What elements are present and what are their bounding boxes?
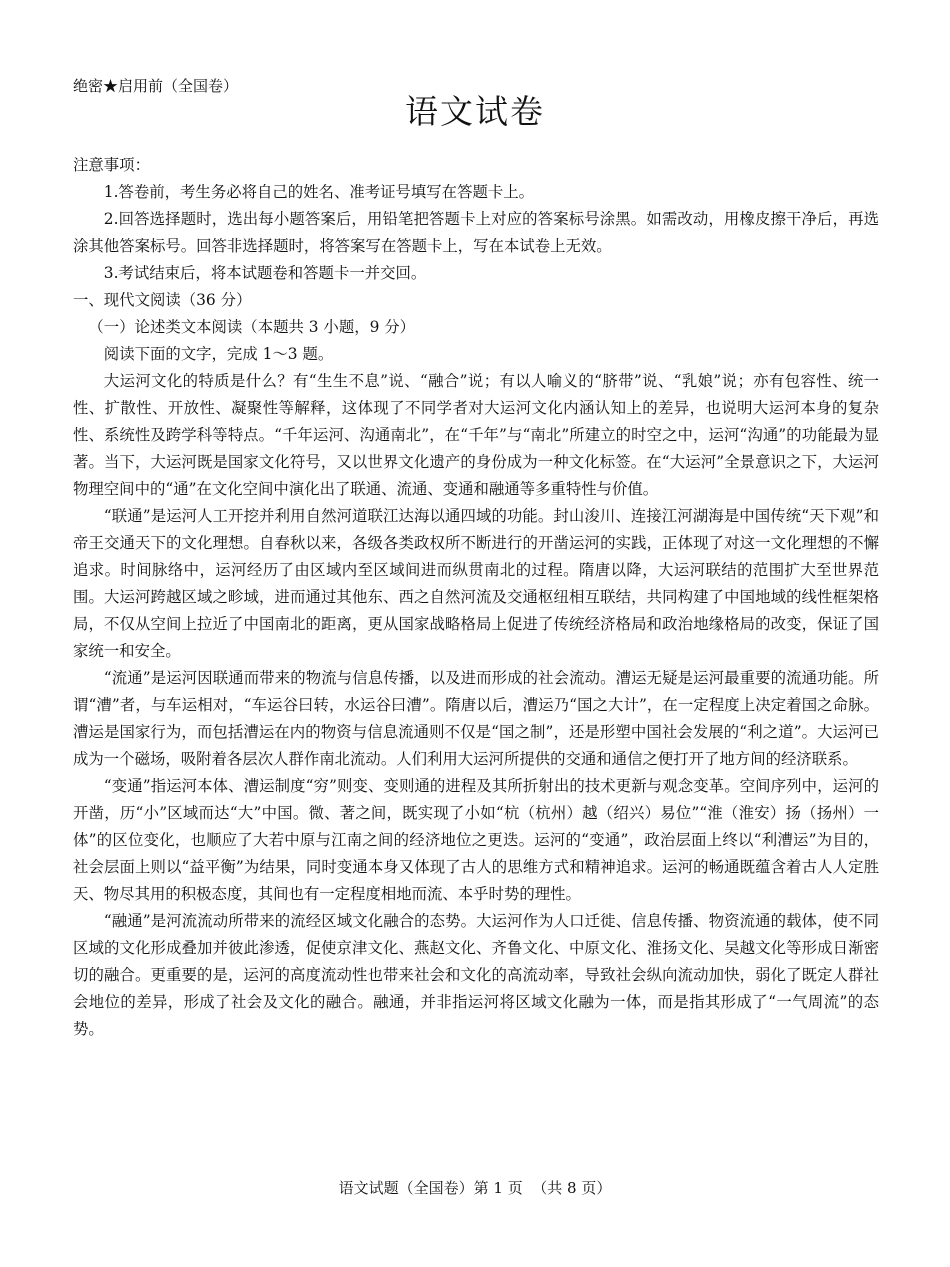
passage-paragraph: “融通”是河流流动所带来的流经区域文化融合的态势。大运河作为人口迁徙、信息传播、物资流通的载体，使不同区域的文化形成叠加并彼此渗透，促使京津文化、燕赵文化、齐鲁文化、中原文化、淮扬文化、吴越文化等形成日渐密切的融合。更重要的是，运河的高度流动性也带来社会和文化的高流动率，导致社会纵向流动加快，弱化了既定人群社会地位的差异，形成了社会及文化的融合。融通，并非指运河将区域文化融为一体，而是指其形成了“一气周流”的态势。 [73, 912, 879, 1038]
notice-item: 1.答卷前，考生务必将自己的姓名、准考证号填写在答题卡上。 [103, 183, 535, 201]
passage-paragraph: “流通”是运河因联通而带来的物流与信息传播，以及进而形成的社会流动。漕运无疑是运河最重要的流通功能。所谓“漕”者，与车运相对，“车运谷曰转，水运谷曰漕”。隋唐以后，漕运乃“国之大计”，在一定程度上决定着国之命脉。漕运是国家行为，而包括漕运在内的物资与信息流通则不仅是“国之制”，还是形塑中国社会发展的“利之道”。大运河已成为一个磁场，吸附着各层次人群作南北流动。人们利用大运河所提供的交通和通信之便打开了地方间的经济联系。 [73, 669, 879, 768]
notice-heading: 注意事项： [73, 156, 150, 174]
page-title: 语文试卷 [405, 92, 545, 131]
reading-instruction: 阅读下面的文字，完成 1～3 题。 [103, 345, 334, 363]
subsection-heading: （一）论述类文本阅读（本题共 3 小题，9 分） [88, 318, 416, 336]
passage-paragraph: “联通”是运河人工开挖并利用自然河道联江达海以通四域的功能。封山浚川、连接江河湖海是中国传统“天下观”和帝王交通天下的文化理想。自春秋以来，各级各类政权所不断进行的开凿运河的实践，正体现了对这一文化理想的不懈追求。时间脉络中，运河经历了由区域内至区域间进而纵贯南北的过程。隋唐以降，大运河联结的范围扩大至世界范围。大运河跨越区域之畛域，进而通过其他东、西之自然河流及交通枢纽相互联结，共同构建了中国地域的线性框架格局，不仅从空间上拉近了中国南北的距离，更从国家战略格局上促进了传统经济格局和政治地缘格局的改变，保证了国家统一和安全。 [73, 507, 879, 660]
notice-item: 2.回答选择题时，选出每小题答案后，用铅笔把答题卡上对应的答案标号涂黑。如需改动，用橡皮擦干净后，再选涂其他答案标号。回答非选择题时，将答案写在答题卡上，写在本试卷上无效。 [73, 210, 879, 255]
passage-paragraph: “变通”指运河本体、漕运制度“穷”则变、变则通的进程及其所折射出的技术更新与观念变革。空间序列中，运河的开凿，历“小”区域而达“大”中国。微、著之间，既实现了小如“杭（杭州）越（绍兴）易位”“淮（淮安）扬（扬州）一体”的区位变化，也顺应了大若中原与江南之间的经济地位之更迭。运河的“变通”，政治层面上终以“利漕运”为目的，社会层面上则以“益平衡”为结果，同时变通本身又体现了古人的思维方式和精神追求。运河的畅通既蕴含着古人人定胜天、物尽其用的积极态度，其间也有一定程度相地而流、本乎时势的理性。 [73, 777, 879, 903]
notice-item: 3.考试结束后，将本试题卷和答题卡一并交回。 [103, 264, 427, 282]
page-footer: 语文试题（全国卷）第 1 页 （共 8 页） [338, 1179, 612, 1197]
passage-paragraph: 大运河文化的特质是什么？有“生生不息”说、“融合”说；有以人喻义的“脐带”说、“乳娘”说；亦有包容性、统一性、扩散性、开放性、凝聚性等解释，这体现了不同学者对大运河文化内涵认知上的差异，也说明大运河本身的复杂性、系统性及跨学科等特点。“千年运河、沟通南北”，在“千年”与“南北”所建立的时空之中，运河“沟通”的功能最为显著。当下，大运河既是国家文化符号，又以世界文化遗产的身份成为一种文化标签。在“大运河”全景意识之下，大运河物理空间中的“通”在文化空间中演化出了联通、流通、变通和融通等多重特性与价值。 [73, 372, 879, 498]
confidential-label: 绝密★启用前（全国卷） [73, 77, 239, 95]
exam-content [73, 152, 879, 1043]
section-heading: 一、现代文阅读（36 分） [73, 291, 252, 309]
